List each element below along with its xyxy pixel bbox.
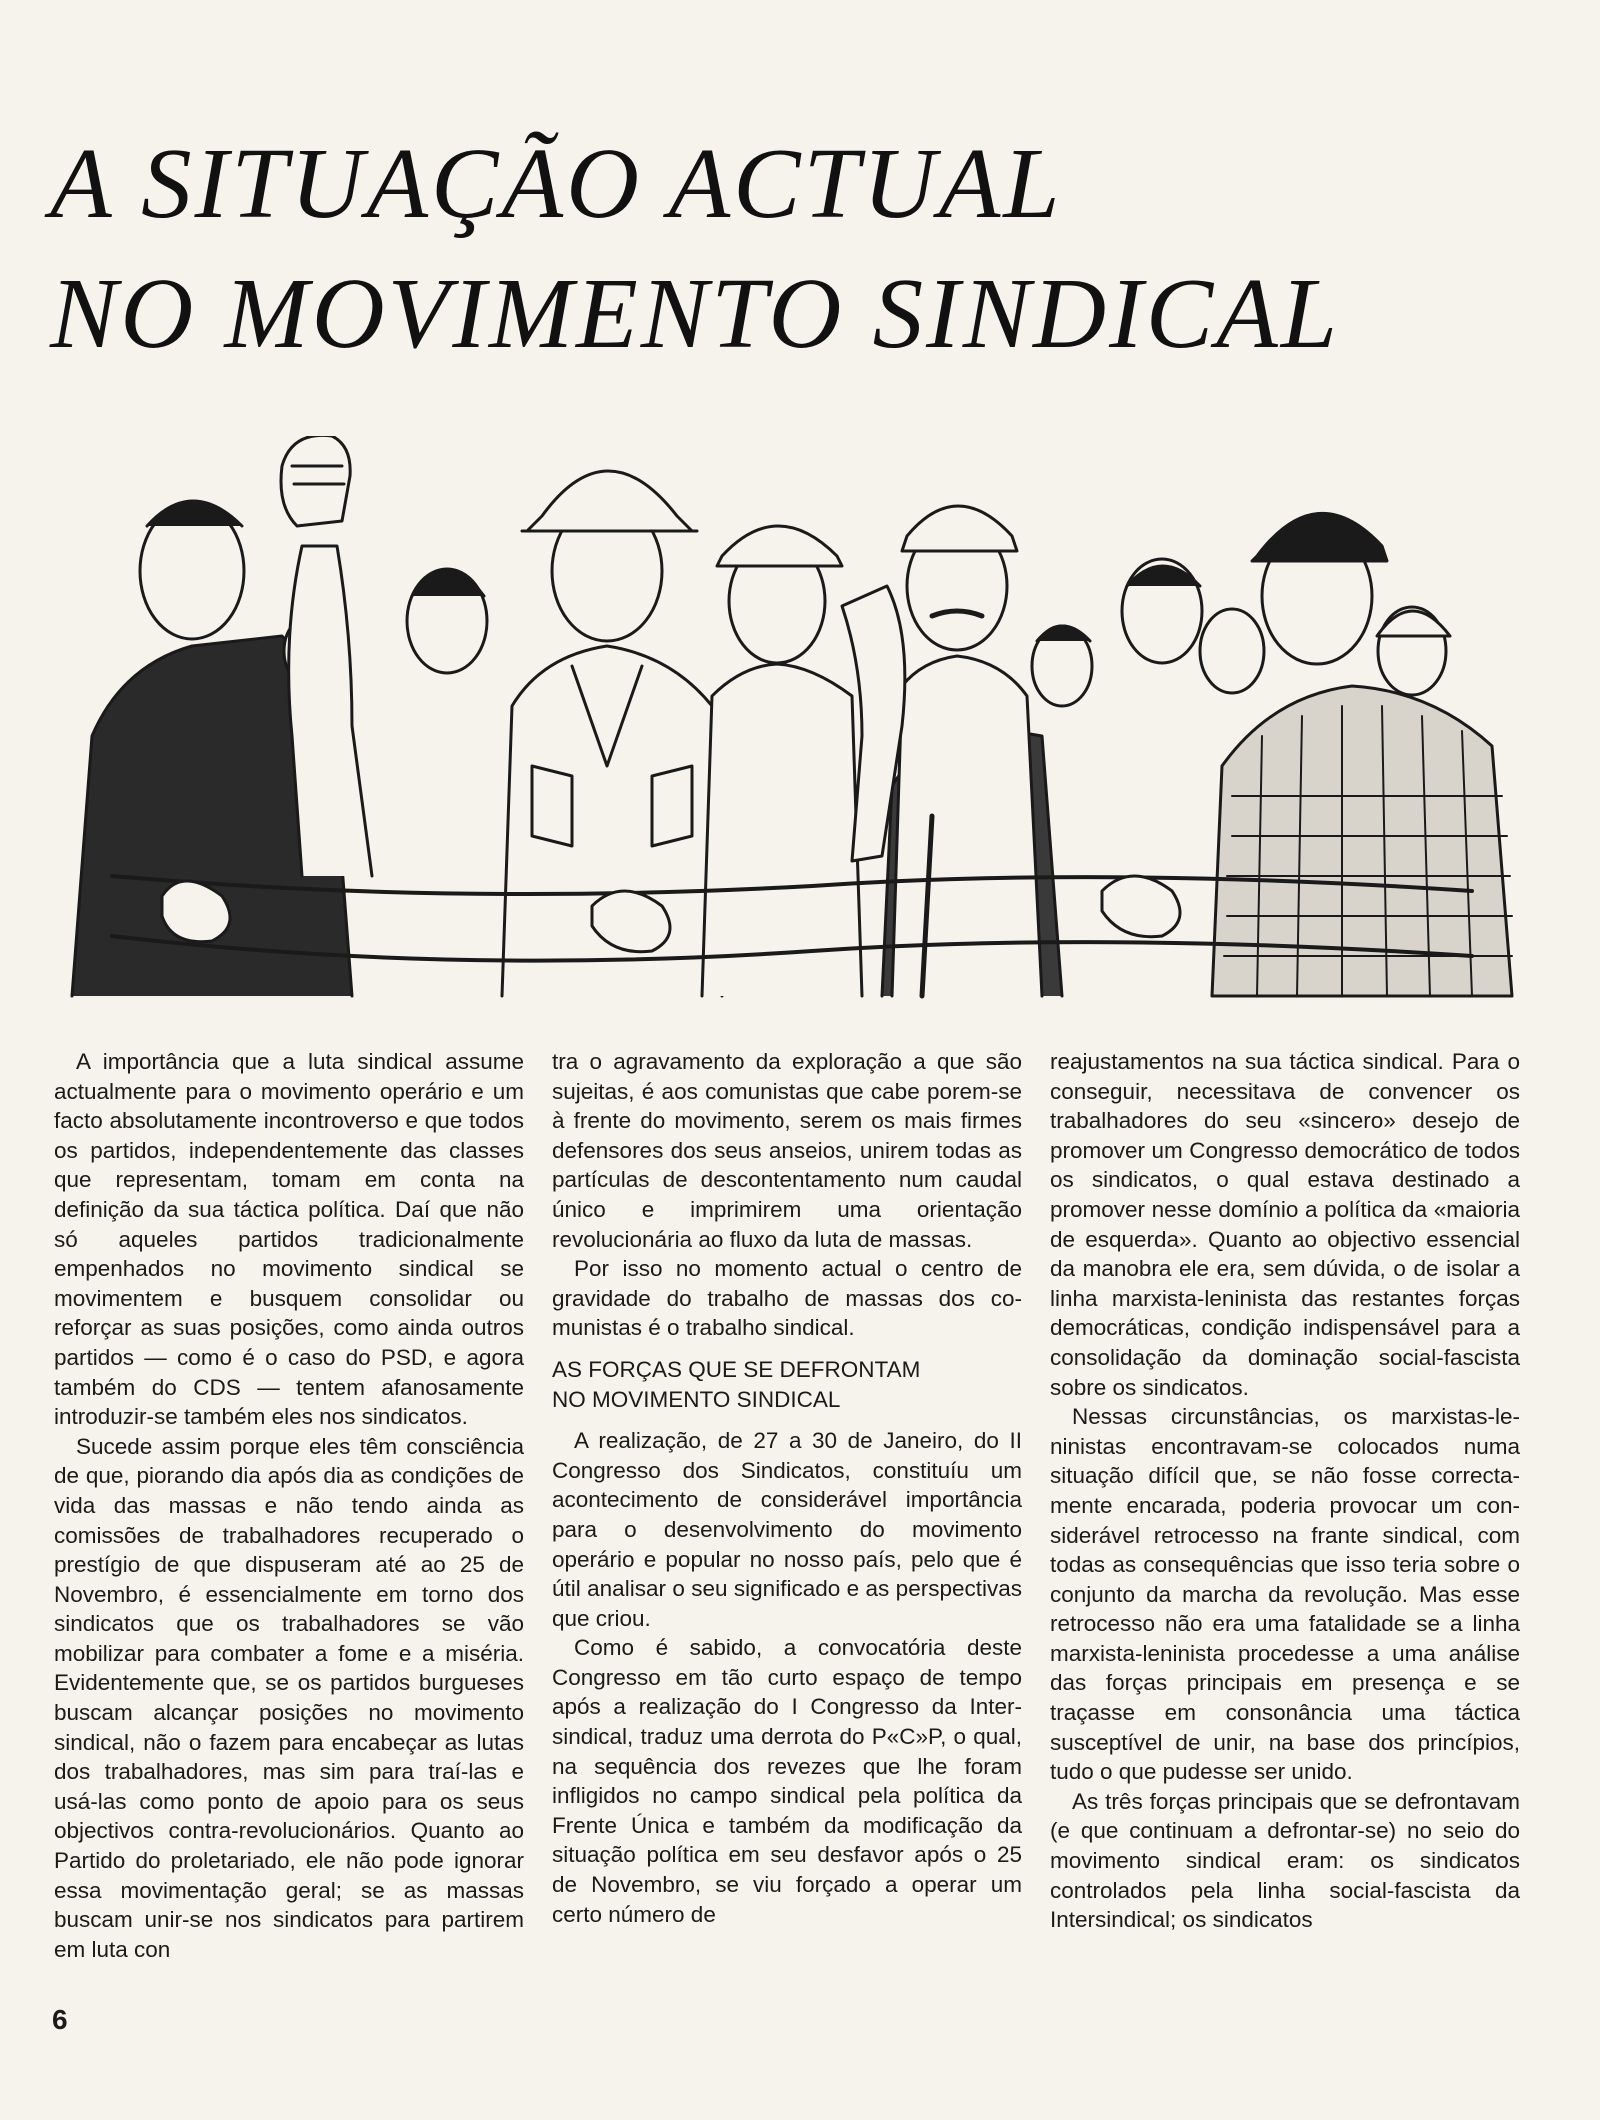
article-title-line-1: A SITUAÇÃO ACTUAL [50, 127, 1063, 239]
article-title [50, 118, 1340, 378]
text-column-3 [1050, 1047, 1520, 1935]
paragraph: reajustamentos na sua táctica sindical. Para o conseguir, necessitava de convencer os trabalhadores do seu «sincero» desejo de promover um Congresso democrático de todos os sindicatos, o qual estava destinado a promover nesse domínio a política da «maioria de esquerda». Quanto ao objectivo essencial da manobra ele era, sem dúvida, o de isolar a linha marxista-leninista das restantes forças democráticas, condição indispensável para a consolidação da dominação social-fascista sobre os sindicatos. [1050, 1049, 1520, 1400]
paragraph: As três forças principais que se defrontavam (e que continuam a defrontar-se) no seio do movimento sindical eram: os sindicatos controlados pela linha social-fascista da Intersindical; os sindicatos [1050, 1788, 1520, 1933]
paragraph: tra o agravamento da exploração a que são sujeitas, é aos comunistas que cabe porem-se à frente do movimento, serem os mais firmes defensores dos seus anseios, unirem todas as partículas de descontentamento num caudal único e imprimirem uma orientação revolucionária ao fluxo da luta de massas. [552, 1049, 1022, 1252]
text-column-1 [54, 1047, 524, 1964]
text-column-2 [552, 1047, 1022, 1929]
section-heading-line-1: AS FORÇAS QUE SE DEFRONTAM [552, 1356, 921, 1382]
article-title-line-2: NO MOVIMENTO SINDICAL [50, 257, 1340, 369]
paragraph: A realização, de 27 a 30 de Janeiro, do II Congresso dos Sindicatos, constituíu um acontecimento de considerável importância para o desenvolvimento do movimento operário e popular no nosso país, pelo que é útil analisar o seu significado e as perspectivas que criou. [552, 1428, 1022, 1631]
workers-illustration [52, 436, 1524, 1014]
page-number: 6 [52, 2004, 68, 2035]
paragraph: Nessas circunstâncias, os marxistas-leninistas encontravam-se colocados numa situação difícil que, se não fosse correctamente encarada, poderia provocar um considerável retrocesso na frante sindical, com todas as consequências que isso teria sobre o conjunto da marcha da revolução. Mas esse retrocesso não era uma fatalidade se a linha marxista-leninista procedesse a uma análise das forças principais em presença e se traçasse em consonância uma táctica susceptível de unir, na base dos princípios, tudo o que pudesse ser unido. [1050, 1404, 1520, 1785]
paragraph: Sucede assim porque eles têm consciência de que, piorando dia após dia as condições de vida das massas e não tendo ainda as comissões de trabalhadores recuperado o prestígio de que dispuseram até ao 25 de Novembro, é essencialmente em torno dos sindicatos que os trabalhadores se vão mobilizar para combater a fome e a miséria. Evidentemente que, se os partidos burgueses buscam alcançar posições no movimento sindical, não o fazem para encabeçar as lutas dos trabalhadores, mas sim para traí-las e usá-las como ponto de apoio para os seus objectivos contra-revolucionários. Quanto ao Partido do proletariado, ele não pode ignorar essa movimentação geral; se as massas buscam unir-se nos sindicatos para partirem em luta con [54, 1433, 524, 1962]
paragraph: Por isso no momento actual o centro de gravidade do trabalho de massas dos comunistas é o trabalho sindical. [552, 1256, 1022, 1341]
paragraph: Como é sabido, a convocatória deste Congresso em tão curto espaço de tempo após a realização do I Congresso da Intersindical, traduz uma derrota do P«C»P, o qual, na sequência dos revezes que lhe foram infligidos no campo sindical pela política da Frente Única e também da modificação da situação política em seu desfavor após o 25 de Novembro, se viu forçado a operar um certo número de [552, 1635, 1022, 1927]
section-heading [552, 1355, 1022, 1414]
section-heading-line-2: NO MOVIMENTO SINDICAL [552, 1386, 841, 1412]
paragraph: A importância que a luta sindical assume actualmente para o movimento operário e um facto absolutamente incontroverso e que todos os partidos, independentemente das classes que representam, tomam em conta na definição da sua táctica política. Daí que não só aqueles partidos tradicionalmente empenhados no movimento sindical se movimentem e busquem consolidar ou reforçar as suas posições, como ainda outros partidos — como é o caso do PSD, e agora também do CDS — tentem afanosamente introduzir-se também eles nos sindicatos. [54, 1049, 524, 1430]
